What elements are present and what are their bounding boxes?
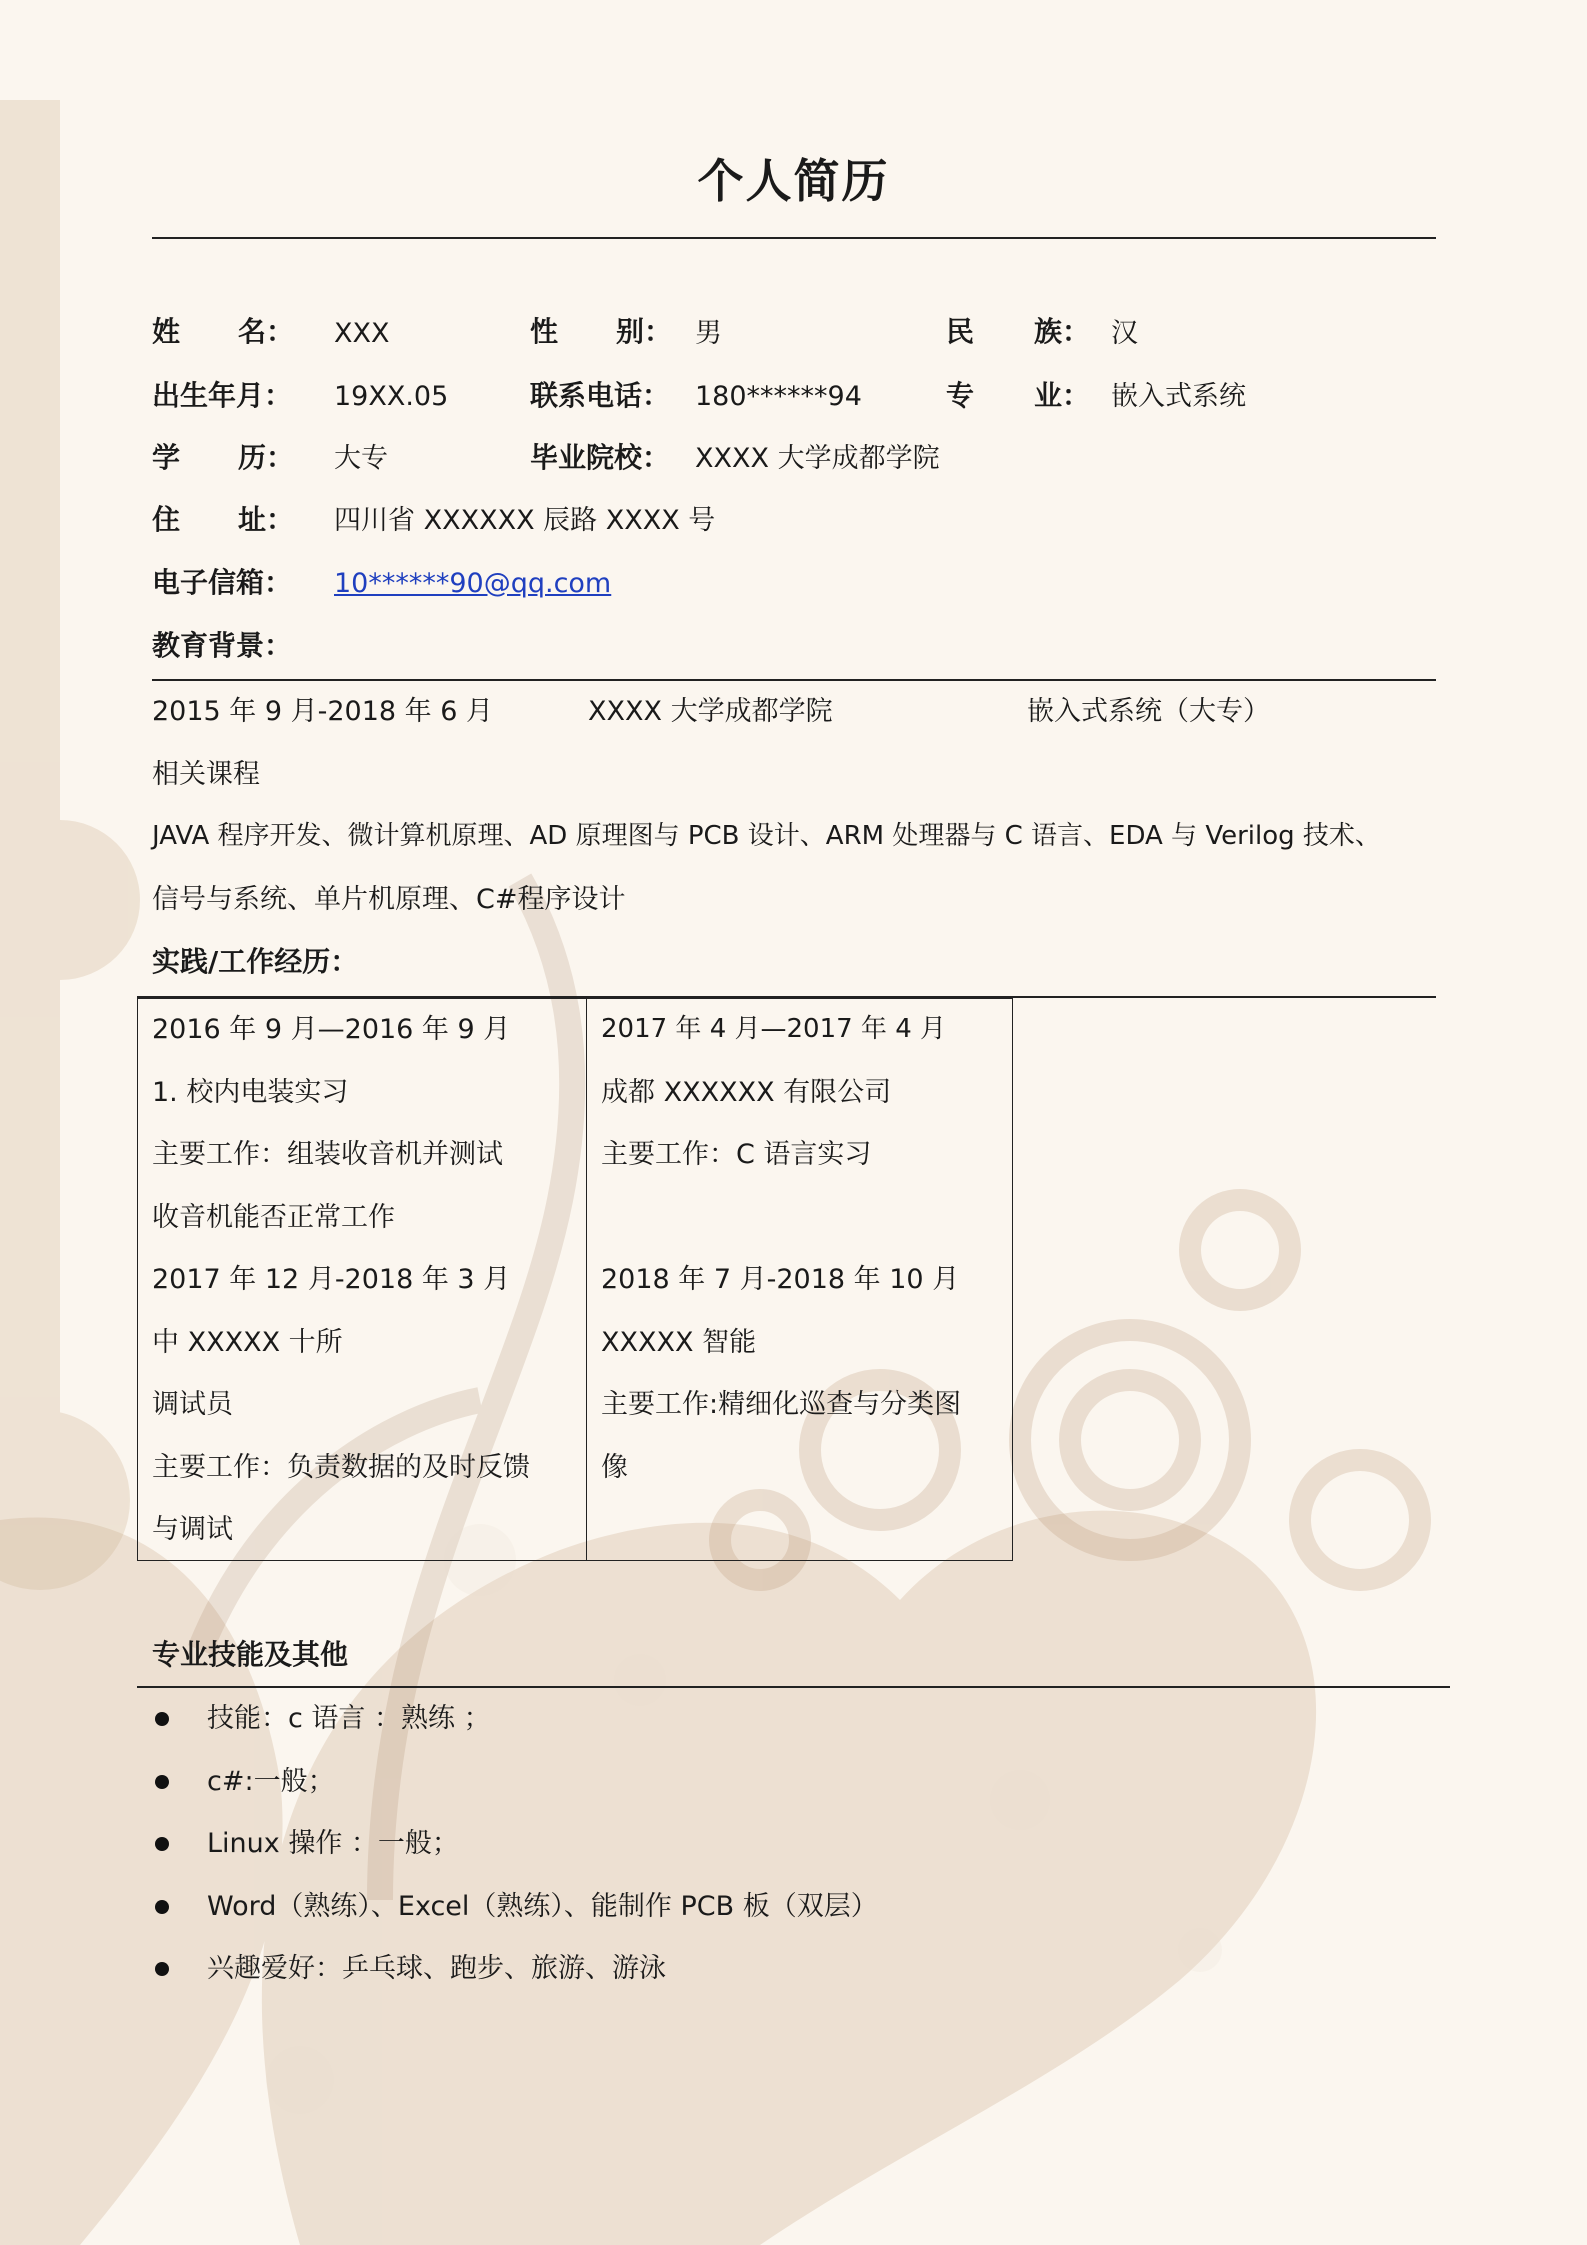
birth-label: 出生年月： bbox=[152, 379, 293, 412]
exp-right-line: 像 bbox=[601, 1452, 628, 1483]
major-value: 嵌入式系统 bbox=[1111, 381, 1246, 412]
education-rule bbox=[152, 679, 1436, 681]
exp-left-line: 2017 年 12 月-2018 年 3 月 bbox=[152, 1264, 511, 1295]
exp-left-line: 中 XXXXX 十所 bbox=[152, 1327, 343, 1358]
exp-left-line: 与调试 bbox=[152, 1514, 233, 1545]
courses-line-1: JAVA 程序开发、微计算机原理、AD 原理图与 PCB 设计、ARM 处理器与 C 语言、EDA 与 Verilog 技术、 bbox=[152, 821, 1381, 851]
experience-table-divider bbox=[586, 998, 587, 1561]
exp-left-line: 主要工作：负责数据的及时反馈 bbox=[152, 1452, 530, 1483]
name-value: XXX bbox=[334, 318, 390, 349]
email-label: 电子信箱： bbox=[152, 566, 293, 599]
bullet-icon bbox=[155, 1837, 169, 1851]
education-heading: 教育背景： bbox=[152, 629, 293, 662]
birth-value: 19XX.05 bbox=[334, 381, 449, 412]
skill-item: Word（熟练）、Excel（熟练）、能制作 PCB 板（双层） bbox=[207, 1891, 878, 1922]
exp-left-line: 主要工作：组装收音机并测试 bbox=[152, 1139, 503, 1170]
ethnic-value: 汉 bbox=[1111, 318, 1138, 349]
skill-item: 技能：c 语言 ：熟练 ； bbox=[207, 1703, 491, 1734]
exp-left-line: 收音机能否正常工作 bbox=[152, 1202, 395, 1233]
title-rule bbox=[152, 237, 1436, 239]
resume-page: 个人简历 姓 名： XXX 性 别： 男 民 族： 汉 出生年月： 19XX.05 联系电话： 180******94 专 业： 嵌入式系统 学 历： 大专 毕业院校： XXXX 大学成都学院 住 址： 四川省 XXXXXX 辰路 XXXX 号 电子信箱： 10******90@qq.com 教育背景： 2015 年 9 月-2018 年 6 月 XXXX 大学成都学院 嵌入式系统（大专） 相关课程 JAVA 程序开发、微计算机原理、AD 原理图与 PCB 设计、ARM 处理器与 C 语言、EDA 与 Verilog 技术、 信号与系统、单片机原理、C#程序设计 实践/工作经历： 2016 年 9 月—2016 年 9 月 1. 校内电装实习 主要工作：组装收音机并测试 收音机能否正常工作 2017 年 12 月-2018 年 3 月 中 XXXXX 十所 调试员 主要工作：负责数据的及时反馈 与调试 2017 年 4 月—2017 年 4 月 成都 XXXXXX 有限公司 主要工作：C 语言实习 2018 年 7 月-2018 年 10 月 XXXXX 智能 主要工作:精细化巡查与分类图 像 专业技能及其他 技能：c 语言 ：熟练 ； c#:一般； Linux 操作 ：一般； Word（熟练）、Excel（熟练）、能制作 PCB 板（双层） 兴趣爱好：乒乓球、跑步、旅游、游泳 bbox=[0, 0, 1587, 2245]
exp-right-line: 2017 年 4 月—2017 年 4 月 bbox=[601, 1014, 947, 1044]
skill-item: c#:一般； bbox=[207, 1766, 335, 1797]
school-value: XXXX 大学成都学院 bbox=[695, 443, 940, 474]
address-value: 四川省 XXXXXX 辰路 XXXX 号 bbox=[334, 505, 716, 536]
courses-line-2: 信号与系统、单片机原理、C#程序设计 bbox=[152, 884, 626, 915]
bullet-icon bbox=[155, 1712, 169, 1726]
skill-item: 兴趣爱好：乒乓球、跑步、旅游、游泳 bbox=[207, 1953, 666, 1984]
exp-right-line: 主要工作:精细化巡查与分类图 bbox=[601, 1389, 962, 1420]
education-school: XXXX 大学成都学院 bbox=[588, 696, 833, 727]
school-label: 毕业院校： bbox=[530, 441, 671, 474]
exp-right-line: XXXXX 智能 bbox=[601, 1327, 757, 1358]
page-title: 个人简历 bbox=[697, 154, 890, 208]
skill-item: Linux 操作 ：一般； bbox=[207, 1828, 459, 1859]
bullet-icon bbox=[155, 1962, 169, 1976]
courses-heading: 相关课程 bbox=[152, 759, 260, 790]
education-period: 2015 年 9 月-2018 年 6 月 bbox=[152, 696, 494, 727]
exp-right-line: 主要工作：C 语言实习 bbox=[601, 1139, 872, 1170]
education-major: 嵌入式系统（大专） bbox=[1027, 696, 1270, 727]
phone-label: 联系电话： bbox=[530, 379, 671, 412]
exp-left-line: 2016 年 9 月—2016 年 9 月 bbox=[152, 1014, 511, 1045]
bullet-icon bbox=[155, 1900, 169, 1914]
exp-left-line: 1. 校内电装实习 bbox=[152, 1077, 349, 1108]
skills-heading: 专业技能及其他 bbox=[152, 1638, 349, 1671]
gender-value: 男 bbox=[695, 318, 722, 349]
exp-right-line: 成都 XXXXXX 有限公司 bbox=[601, 1077, 892, 1108]
phone-value: 180******94 bbox=[695, 381, 862, 412]
exp-left-line: 调试员 bbox=[152, 1389, 233, 1420]
experience-heading: 实践/工作经历： bbox=[152, 945, 359, 978]
bullet-icon bbox=[155, 1775, 169, 1789]
education-value: 大专 bbox=[334, 443, 388, 474]
email-link[interactable]: 10******90@qq.com bbox=[334, 568, 612, 599]
exp-right-line: 2018 年 7 月-2018 年 10 月 bbox=[601, 1264, 960, 1295]
skills-rule bbox=[137, 1686, 1450, 1688]
